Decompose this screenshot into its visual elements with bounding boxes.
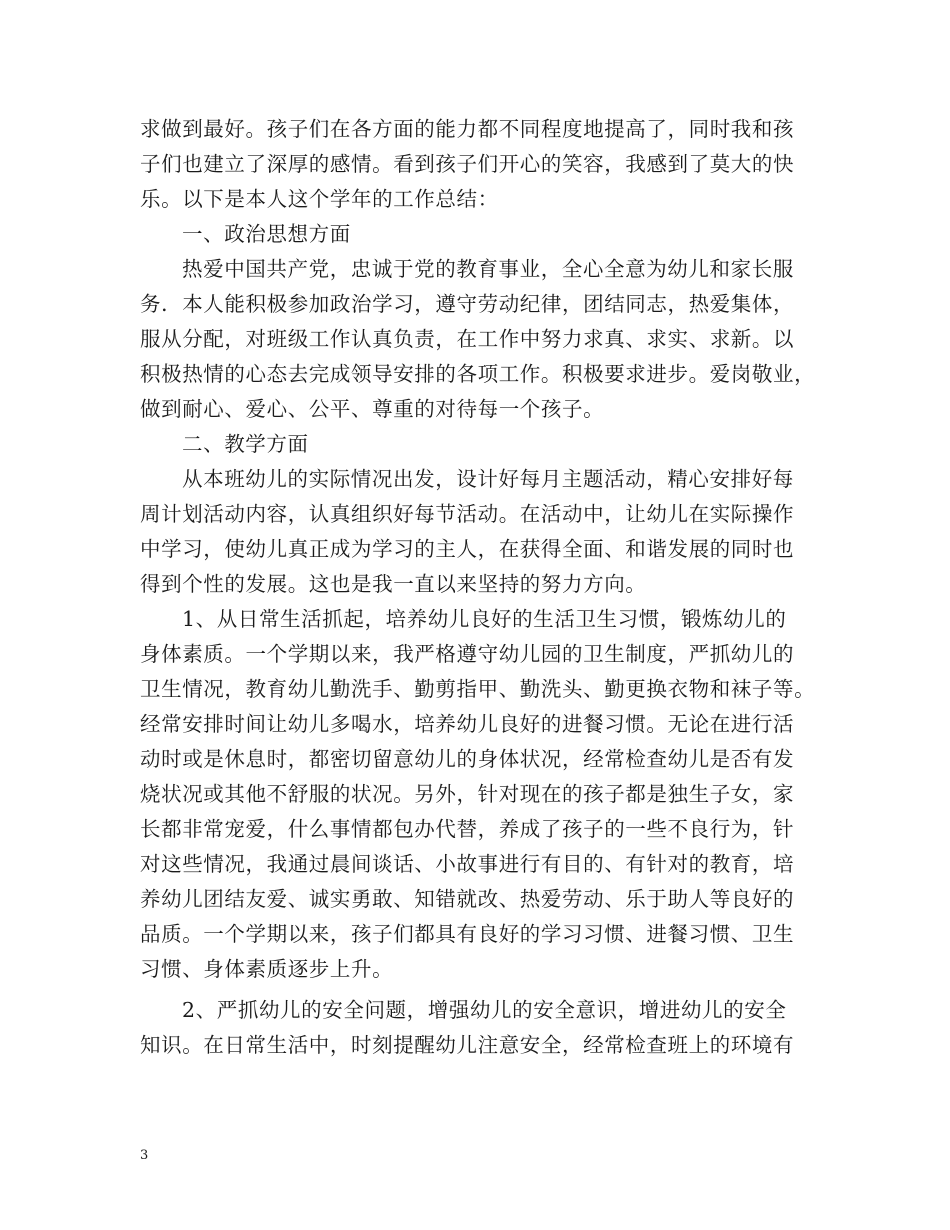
text-line: 周计划活动内容，认真组织好每节活动。在活动中，让幼儿在实际操作 [140,502,795,526]
text-line: 乐。以下是本人这个学年的工作总结： [140,187,499,211]
text-line: 品质。一个学期以来，孩子们都具有良好的学习习惯、进餐习惯、卫生 [140,922,795,946]
text-line: 养幼儿团结友爱、诚实勇敢、知错就改、热爱劳动、乐于助人等良好的 [140,887,795,911]
text-line: 一、政治思想方面 [182,222,351,246]
text-line: 中学习，使幼儿真正成为学习的主人，在获得全面、和谐发展的同时也 [140,537,795,561]
text-lines [140,112,830,1063]
text-line: 知识。在日常生活中，时刻提醒幼儿注意安全，经常检查班上的环境有 [140,1033,795,1057]
text-line: 做到耐心、爱心、公平、尊重的对待每一个孩子。 [140,397,605,421]
text-line: 二、教学方面 [182,432,309,456]
text-line: 从本班幼儿的实际情况出发，设计好每月主题活动，精心安排好每 [182,467,794,491]
text-line: 求做到最好。孩子们在各方面的能力都不同程度地提高了，同时我和孩 [140,117,795,141]
text-line: 2、严抓幼儿的安全问题，增强幼儿的安全意识，增进幼儿的安全 [182,998,787,1022]
text-line: 动时或是休息时，都密切留意幼儿的身体状况，经常检查幼儿是否有发 [140,747,795,771]
text-line: 1、从日常生活抓起，培养幼儿良好的生活卫生习惯，锻炼幼儿的 [182,607,787,631]
text-line: 务．本人能积极参加政治学习，遵守劳动纪律，团结同志，热爱集体， [140,292,795,316]
text-line: 服从分配，对班级工作认真负责，在工作中努力求真、求实、求新。以 [140,327,795,351]
text-line: 热爱中国共产党，忠诚于党的教育事业，全心全意为幼儿和家长服 [182,257,794,281]
text-line: 长都非常宠爱，什么事情都包办代替，养成了孩子的一些不良行为，针 [140,817,795,841]
text-line: 对这些情况，我通过晨间谈话、小故事进行有目的、有针对的教育，培 [140,852,795,876]
text-line: 经常安排时间让幼儿多喝水，培养幼儿良好的进餐习惯。无论在进行活 [140,712,795,736]
text-line: 卫生情况，教育幼儿勤洗手、勤剪指甲、勤洗头、勤更换衣物和袜子等。 [140,677,816,701]
text-line: 习惯、身体素质逐步上升。 [140,957,394,981]
text-line: 积极热情的心态去完成领导安排的各项工作。积极要求进步。爱岗敬业， [140,362,816,386]
text-line: 得到个性的发展。这也是我一直以来坚持的努力方向。 [140,572,647,596]
text-line: 烧状况或其他不舒服的状况。另外，针对现在的孩子都是独生子女，家 [140,782,795,806]
page-number: 3 [140,1148,149,1163]
document-body [140,112,830,1063]
text-line: 子们也建立了深厚的感情。看到孩子们开心的笑容，我感到了莫大的快 [140,152,795,176]
text-line: 身体素质。一个学期以来，我严格遵守幼儿园的卫生制度，严抓幼儿的 [140,642,795,666]
